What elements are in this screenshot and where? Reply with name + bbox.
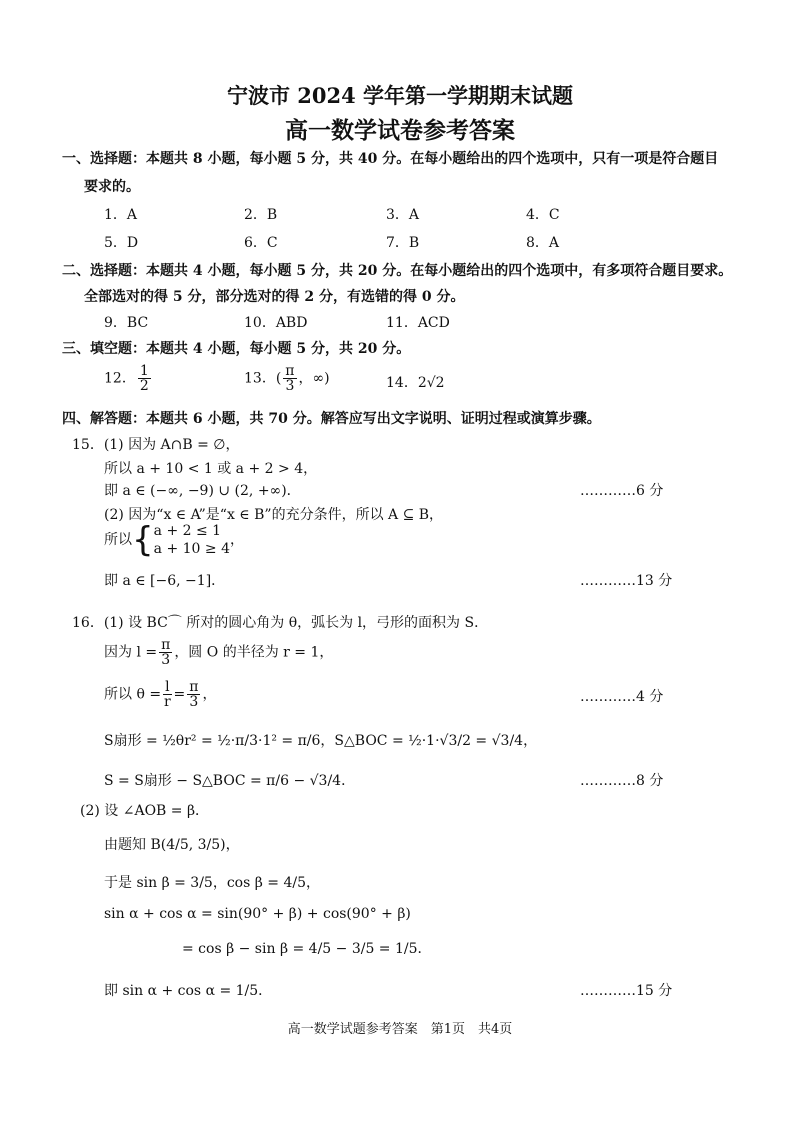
q15-line1: 15．(1) 因为 A∩B = ∅， [72, 437, 240, 453]
answer-5: 5．D [104, 235, 139, 251]
answer-2: 2．B [244, 207, 278, 223]
section4-heading: 四、解答题：本题共 6 小题，共 70 分。解答应写出文字说明、证明过程或演算步骤。 [62, 411, 601, 427]
section2-heading: 二、选择题：本题共 4 小题，每小题 5 分，共 20 分。在每小题给出的四个选项中，有多项符合题目要求。 [62, 263, 733, 279]
page-footer: 高一数学试题参考答案 第1页 共4页 [287, 1022, 513, 1037]
exam-title: 宁波市 2024 学年第一学期期末试题 [226, 83, 574, 108]
answer-9: 9．BC [104, 315, 149, 331]
q15-line4: (2) 因为“x ∈ A”是“x ∈ B”的充分条件，所以 A ⊆ B， [104, 507, 444, 523]
q15-line5: 所以{ a + 2 ≤ 1 a + 10 ≥ 4 ， [104, 520, 244, 560]
answer-11: 11．ACD [386, 315, 450, 331]
section1-heading-cont: 要求的。 [84, 179, 140, 195]
q16-line3: 所以 θ = $\frac{l}{r}$ = $\frac{\pi}{3}$ ， [104, 679, 217, 710]
answer-1: 1．A [104, 207, 138, 223]
answer-7: 7．B [386, 235, 420, 251]
answer-10: 10．ABD [244, 315, 308, 331]
section3-heading: 三、填空题：本题共 4 小题，每小题 5 分，共 20 分。 [62, 341, 411, 357]
answer-3: 3．A [386, 207, 420, 223]
q15-score2: …………13 分 [580, 573, 673, 589]
q16-line9: sin α + cos α = sin(90° + β) + cos(90° + β) [104, 906, 411, 922]
answer-12: 12． $\frac{1}{2}$ [104, 363, 149, 394]
section2-heading-cont: 全部选对的得 5 分，部分选对的得 2 分，有选错的得 0 分。 [84, 289, 465, 305]
q16-line1: 16．(1) 设 BC⌒ 所对的圆心角为 θ，弧长为 l，弓形的面积为 S． [72, 615, 489, 631]
q15-line3: 即 a ∈ (−∞, −9) ∪ (2, +∞)． [104, 483, 301, 499]
q16-score1: …………4 分 [580, 689, 664, 705]
q16-line5: S = S扇形 − S△BOC = π/6 − √3/4． [104, 773, 356, 789]
answer-4: 4．C [526, 207, 560, 223]
q16-line6: (2) 设 ∠AOB = β． [80, 803, 210, 819]
q16-score3: …………15 分 [580, 983, 673, 999]
q15-line2: 所以 a + 10 < 1 或 a + 2 > 4， [104, 461, 318, 477]
q16-line7: 由题知 B(4/5, 3/5)， [104, 837, 240, 853]
q16-line10: = cos β − sin β = 4/5 − 3/5 = 1/5． [182, 941, 432, 957]
section1-heading: 一、选择题：本题共 8 小题，每小题 5 分，共 40 分。在每小题给出的四个选项中，只有一项是符合题目 [62, 151, 719, 167]
answer-14: 14．2√2 [386, 375, 445, 391]
q16-score2: …………8 分 [580, 773, 664, 789]
answer-8: 8．A [526, 235, 560, 251]
exam-subtitle: 高一数学试卷参考答案 [285, 117, 515, 144]
q16-line8: 于是 sin β = 3/5，cos β = 4/5， [104, 875, 320, 891]
answer-6: 6．C [244, 235, 278, 251]
q15-score1: …………6 分 [580, 483, 664, 499]
q16-line2: 因为 l = $\frac{\pi}{3}$ ，圆 O 的半径为 r = 1， [104, 637, 334, 668]
q16-line11: 即 sin α + cos α = 1/5． [104, 983, 273, 999]
answer-13: 13．( $\frac{\pi}{3}$ ，∞) [244, 363, 330, 394]
q15-line6: 即 a ∈ [−6, −1]． [104, 573, 226, 589]
q16-line4: S扇形 = ½θr² = ½·π/3·1² = π/6，S△BOC = ½·1·√3/2 = √3/4， [104, 733, 538, 749]
